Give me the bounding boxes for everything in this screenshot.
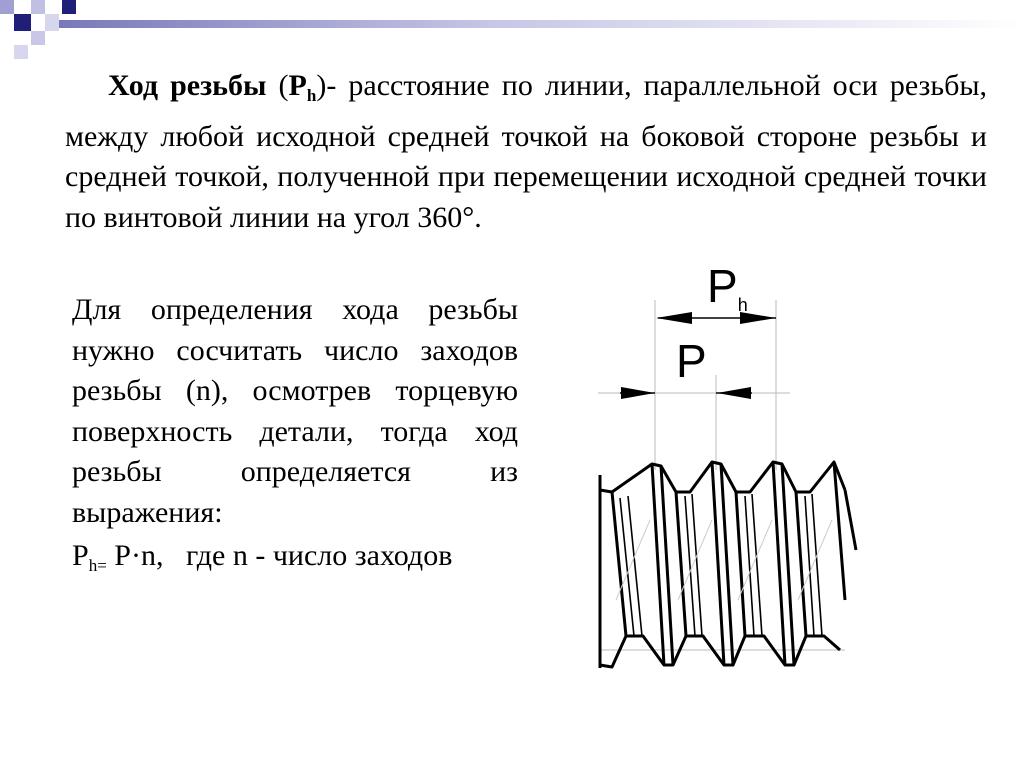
formula-note: где n - число заходов [185,539,453,572]
corner-square [31,0,45,14]
corner-square [62,0,76,14]
symbol-ph [288,69,317,105]
thread-diagram [580,250,870,680]
thread-lead-definition [65,66,987,238]
corner-square [45,14,59,31]
symbol-main: P [288,69,307,102]
arrow-right-icon [621,387,655,399]
arrow-left-icon [656,312,692,324]
symbol-open: ( [278,69,289,102]
corner-square [0,0,14,14]
formula-rhs: P·n, [106,539,164,572]
ph-dimension [656,312,776,324]
term-thread-lead: Ход резьбы [108,69,267,102]
corner-square [14,14,31,31]
symbol-subscript: h [306,86,317,105]
lead-formula [72,536,452,586]
corner-square [14,45,28,59]
formula-lhs-subscript: h= [88,556,107,575]
label-p: P [676,335,707,387]
corner-square [31,31,45,45]
formula-lhs: P [72,539,89,572]
corner-decoration [0,0,1024,70]
label-ph: Ph [707,260,748,315]
instruction-paragraph: Для определения хода резьбы нужно сосчитать число заходов резьбы (n), осмотрев торцевую поверхность детали, тогда ход резьбы определяется из выражения: [72,293,518,529]
definition-text: - расстояние по линии, параллельной оси резьбы, между любой исходной средней точкой на боковой стороне резьбы и средней точкой, полученной при перемещении исходной средней точки по винтовой линии на угол 360°. [65,69,987,234]
header-bar [55,20,1024,28]
symbol-close: ) [316,69,327,102]
arrow-left-icon [717,387,751,399]
